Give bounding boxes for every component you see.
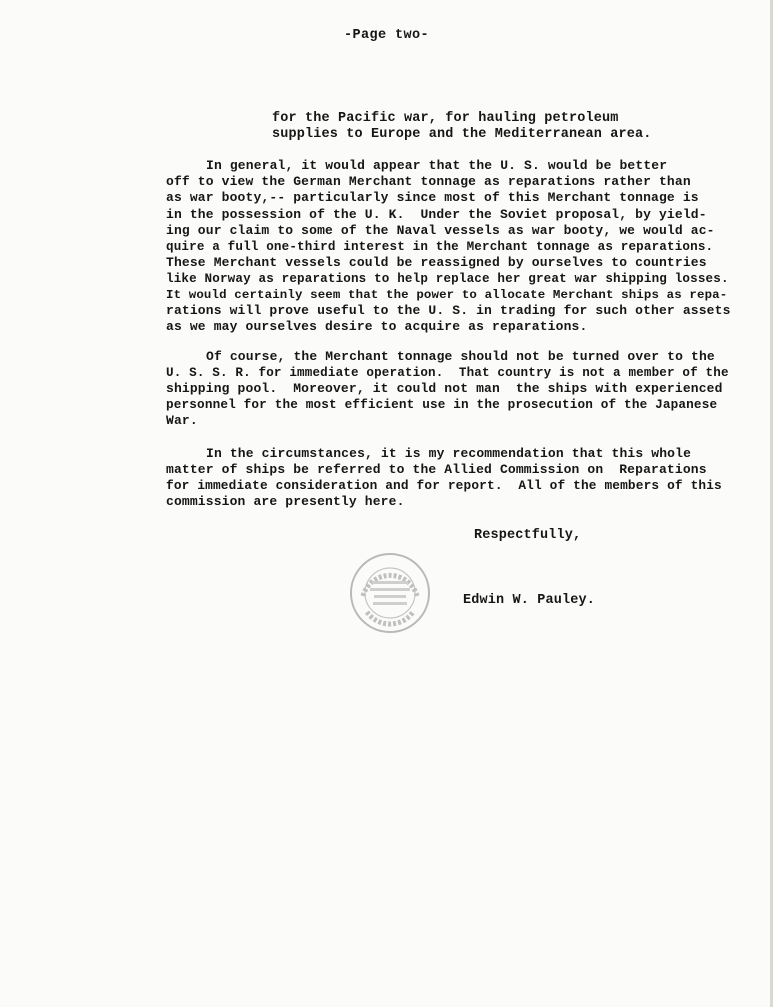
closing: Respectfully,: [474, 528, 582, 543]
text-line: ing our claim to some of the Naval vessels as war booty, we would ac-: [166, 223, 715, 238]
text-line: War.: [166, 413, 198, 428]
archive-seal-stamp: [349, 552, 431, 634]
text-line: off to view the German Merchant tonnage as reparations rather than: [166, 174, 691, 189]
text-line: Of course, the Merchant tonnage should not be turned over to the: [206, 349, 715, 364]
page-header: -Page two-: [343, 28, 429, 43]
text-line: In the circumstances, it is my recommendation that this whole: [206, 446, 692, 461]
text-line: in the possession of the U. K. Under the Soviet proposal, by yield-: [166, 207, 707, 222]
text-line: as we may ourselves desire to acquire as reparations.: [166, 319, 588, 334]
text-line: shipping pool. Moreover, it could not man the ships with experienced: [166, 381, 723, 396]
text-line: rations will prove useful to the U. S. in trading for such other assets: [166, 303, 731, 318]
text-line: It would certainly seem that the power to allocate Merchant ships as repa-: [166, 288, 728, 302]
text-line: supplies to Europe and the Mediterranean area.: [272, 127, 652, 142]
signature-name: Edwin W. Pauley.: [463, 593, 596, 608]
text-line: for the Pacific war, for hauling petroleum: [272, 111, 619, 126]
text-line: like Norway as reparations to help replace her great war shipping losses.: [166, 272, 729, 286]
text-line: for immediate consideration and for report. All of the members of this: [166, 478, 722, 493]
text-line: In general, it would appear that the U. S. would be better: [206, 158, 668, 173]
text-line: quire a full one-third interest in the Merchant tonnage as reparations.: [166, 240, 714, 254]
text-line: personnel for the most efficient use in the prosecution of the Japanese: [166, 397, 718, 412]
text-line: matter of ships be referred to the Allied Commission on Reparations: [166, 462, 707, 477]
text-line: These Merchant vessels could be reassigned by ourselves to countries: [166, 255, 707, 270]
text-line: U. S. S. R. for immediate operation. That country is not a member of the: [166, 366, 729, 380]
text-line: commission are presently here.: [166, 494, 405, 509]
text-line: as war booty,-- particularly since most of this Merchant tonnage is: [166, 190, 699, 205]
